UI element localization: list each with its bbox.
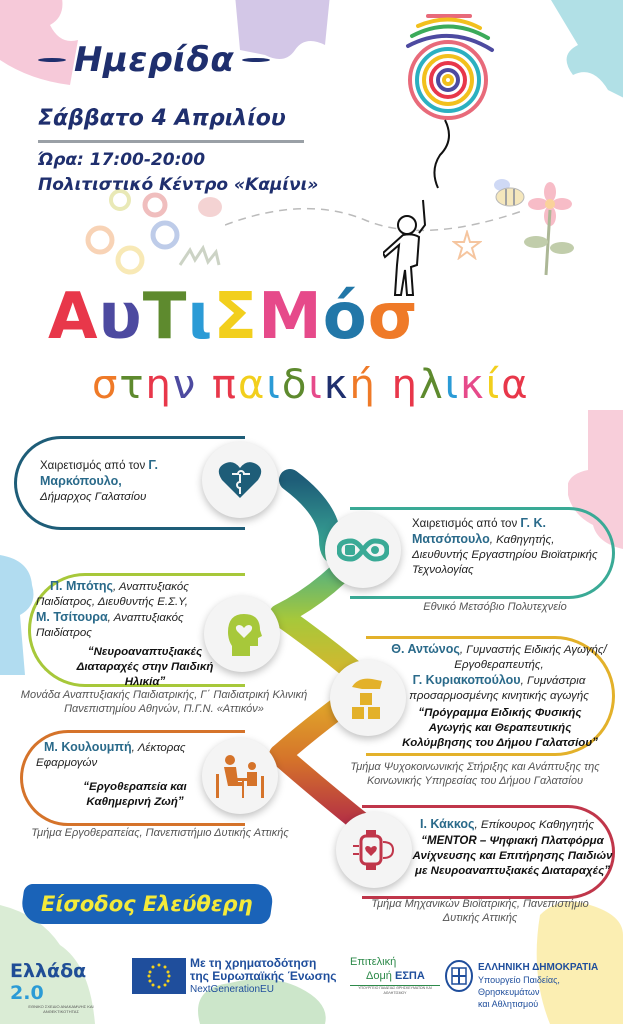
event-time: Ώρα: 17:00-20:00 — [38, 150, 206, 170]
speaker-4-talk-title: “Πρόγραμμα Ειδικής Φυσικής Αγωγής και Θεραπευτικής Κολύμβησης του Δήμου Γαλατσίου” — [402, 707, 598, 749]
title-letter: Μ — [258, 280, 323, 354]
title-letter: ι — [308, 362, 324, 408]
speaker-6-talk-title: “MENTOR – Ψηφιακή Πλατφόρμα Ανίχνευσης και Επιτήρησης Παιδιών με Νευροαναπτυξιακές Διαταραχές” — [412, 835, 613, 877]
title-letter: α — [501, 362, 530, 408]
title-letter: ι — [187, 280, 214, 354]
title-letter: Σ — [213, 280, 259, 354]
speaker-2-icon-circle — [325, 512, 401, 588]
title-letter: ν — [172, 362, 198, 408]
title-letter: Α — [48, 280, 99, 354]
title-letter: σ — [92, 362, 120, 408]
speaker-3-talk-title: “Νευροαναπτυξιακές Διαταραχές στην Παιδική Ηλικία” — [76, 646, 214, 688]
therapy-session-icon — [214, 754, 266, 798]
title-letter: ι — [444, 362, 461, 408]
head-heart-icon — [222, 612, 262, 656]
title-letter: ι — [266, 362, 282, 408]
title-letter: ή — [349, 362, 377, 408]
title-letter — [377, 362, 392, 408]
speaker-2-text: Χαιρετισμός από τον Γ. Κ. Ματσόπουλο, Καθηγητής, Διευθυντής Εργαστηρίου Βιοϊατρικής Τεχνολογίας — [412, 516, 598, 576]
title-letter: Τ — [142, 280, 188, 354]
speaker-6-icon-circle — [336, 812, 412, 888]
divider — [38, 140, 304, 143]
title-letter: δ — [281, 362, 309, 408]
event-date: Σάββατο 4 Απριλίου — [38, 106, 286, 131]
greek-coat-of-arms-icon — [444, 960, 474, 992]
title-letter: ό — [322, 280, 368, 354]
free-entry-banner: Είσοδος Ελεύθερη — [19, 884, 275, 924]
main-title-autism — [48, 280, 419, 354]
hand-blocks-icon — [348, 675, 388, 721]
hand-eye-infinity-icon — [337, 537, 389, 563]
speaker-1-name: Γ. Μαρκόπουλο, — [40, 458, 159, 488]
title-letter: τ — [119, 362, 146, 408]
event-type-heading — [38, 40, 270, 80]
speaker-6-affiliation: Τμήμα Μηχανικών Βιοϊατρικής, Πανεπιστήμιο Δυτικής Αττικής — [371, 898, 589, 924]
title-letter: κ — [323, 362, 350, 408]
speaker-5-talk-title: “Εργοθεραπεία και Καθημερινή Ζωή” — [83, 781, 187, 808]
subtitle-childhood — [92, 362, 530, 408]
title-letter — [197, 362, 212, 408]
flower-icon — [520, 180, 580, 280]
title-letter: υ — [98, 280, 143, 354]
speaker-4-icon-circle — [330, 660, 406, 736]
speaker-6-name: Ι. Κάκκος — [420, 817, 475, 831]
left-dash-decoration — [38, 58, 66, 62]
espa-logo: Επιτελική Δομή ΕΣΠΑ ΥΠΟΥΡΓΕΙΟ ΠΑΙΔΕΙΑΣ ΘΡΗΣΚΕΥΜΑΤΩΝ ΚΑΙ ΑΘΛΗΤΙΣΜΟΥ — [350, 955, 440, 996]
smartwatch-heart-icon — [351, 830, 397, 870]
event-venue: Πολιτιστικό Κέντρο «Καμίνι» — [38, 175, 319, 195]
title-letter: κ — [460, 362, 486, 408]
speaker-1-icon-circle — [202, 442, 278, 518]
speaker-6-text: Ι. Κάκκος, Επίκουρος Καθηγητής — [420, 817, 595, 831]
speaker-4-affiliation: Τμήμα Ψυχοκοινωνικής Στήριξης και Ανάπτυξης της Κοινωνικής Υπηρεσίας του Δήμου Γαλατσίου — [350, 761, 600, 787]
eu-flag — [132, 958, 186, 994]
speaker-4-name-2: Γ. Κυριακοπούλου — [412, 673, 521, 687]
speaker-5-icon-circle — [202, 738, 278, 814]
fingerprint-balloon-icon — [400, 10, 500, 190]
speaker-2-affiliation: Εθνικό Μετσόβιο Πολυτεχνείο — [423, 601, 567, 613]
hellenic-republic-text: ΕΛΛΗΝΙΚΗ ΔΗΜΟΚΡΑΤΙΑ Υπουργείο Παιδείας, Θρησκευμάτων και Αθλητισμού — [478, 962, 599, 1009]
speaker-5-name: Μ. Κουλουμπή — [44, 740, 132, 754]
speaker-4-text: Θ. Αντώνος, Γυμναστής Ειδικής Αγωγής/ Εργοθεραπευτής, Γ. Κυριακοπούλου, Γυμνάστρια προσαρμοσμένης κινητικής αγωγής — [391, 642, 607, 702]
speaker-5-text: Μ. Κουλουμπή, Λέκτορας Εφαρμογών — [36, 740, 186, 769]
eu-funding-text: Με τη χρηματοδότηση της Ευρωπαϊκής Ένωσης NextGenerationEU — [190, 956, 337, 995]
handprints-doodle-icon — [60, 185, 240, 285]
speaker-4-name-1: Θ. Αντώνος — [391, 642, 460, 656]
title-letter: α — [237, 362, 267, 408]
speaker-2-name: Γ. Κ. Ματσόπουλο — [412, 516, 546, 546]
greece20-logo: Ελλάδα 2.0 ΕΘΝΙΚΟ ΣΧΕΔΙΟ ΑΝΑΚΑΜΨΗΣ ΚΑΙ ΑΝΘΕΚΤΙΚΟΤΗΤΑΣ — [10, 960, 94, 1014]
title-letter: η — [145, 362, 173, 408]
title-letter: λ — [418, 362, 445, 408]
dashed-path-decoration — [225, 195, 525, 235]
event-type: Ημερίδα — [74, 40, 235, 80]
title-letter: ί — [485, 362, 502, 408]
title-letter: π — [211, 362, 238, 408]
speaker-3-affiliation: Μονάδα Αναπτυξιακής Παιδιατρικής, Γ΄ Παιδιατρική Κλινική Πανεπιστημίου Αθηνών, Π.Γ.Ν. «Αττικόν» — [20, 689, 308, 715]
star-doodle-icon — [452, 230, 482, 260]
speaker-1-text: Χαιρετισμός από τον Γ. Μαρκόπουλο, Δήμαρχος Γαλατσίου — [40, 458, 159, 503]
speaker-1-role: Δήμαρχος Γαλατσίου — [40, 491, 147, 503]
eu-stars-icon — [132, 958, 186, 994]
right-dash-decoration — [242, 58, 270, 62]
puzzle-piece-teal-topright — [548, 0, 623, 105]
speaker-3-icon-circle — [204, 596, 280, 672]
speaker-5-affiliation: Τμήμα Εργοθεραπείας, Πανεπιστήμιο Δυτικής Αττικής — [31, 827, 289, 839]
title-letter: σ — [367, 280, 419, 354]
speaker-3-name-2: Μ. Τσίτουρα — [36, 610, 108, 624]
speaker-3-text: Π. Μπότης, Αναπτυξιακός Παιδίατρος, Διευθυντής Ε.Σ.Υ, Μ. Τσίτουρα, Αναπτυξιακός Παιδίατρος — [36, 579, 189, 639]
heart-puzzle-icon — [218, 460, 262, 500]
title-letter: η — [391, 362, 419, 408]
speaker-3-name-1: Π. Μπότης — [50, 579, 113, 593]
